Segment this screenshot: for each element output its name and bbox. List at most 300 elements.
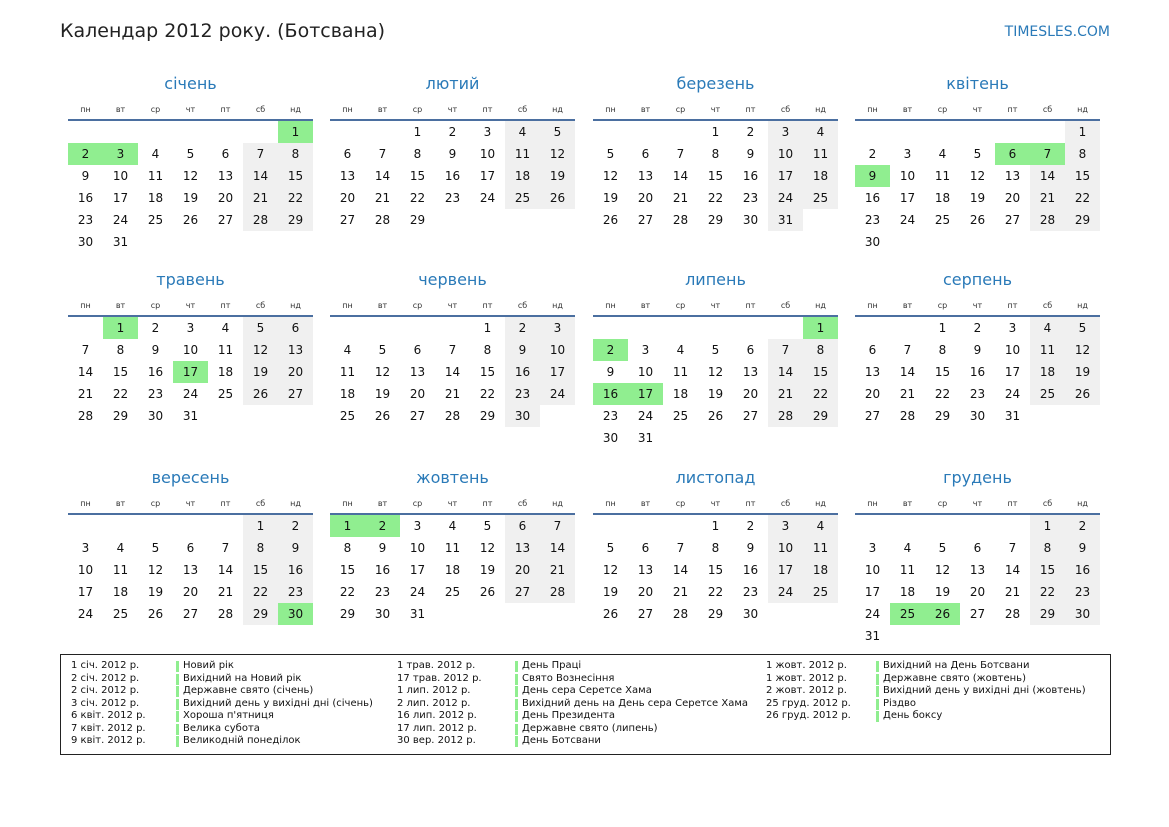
legend-date: 1 трав. 2012 р. — [397, 660, 476, 671]
month-rule — [68, 119, 313, 121]
weekday-label: пт — [745, 499, 756, 508]
day-cell: 29 — [803, 405, 838, 427]
day-cell: 29 — [243, 603, 278, 625]
weekday-label: пн — [80, 301, 91, 310]
day-cell: 19 — [707, 387, 724, 401]
day-cell: 1 — [803, 317, 838, 339]
day-cell: 4 — [803, 121, 838, 143]
weekday-label: нд — [1077, 105, 1088, 114]
day-cell: 12 — [934, 563, 951, 577]
legend-holiday-name: Вихідний на Новий рік — [176, 673, 373, 686]
day-cell: 13 — [217, 169, 234, 183]
day-cell: 20 — [969, 585, 986, 599]
day-cell: 13 — [969, 563, 986, 577]
day-cell: 29 — [278, 209, 313, 231]
day-cell: 1 — [413, 125, 422, 139]
day-cell: 30 — [742, 213, 759, 227]
legend-dates-col — [397, 660, 482, 748]
day-cell: 28 — [243, 209, 278, 231]
day-cell: 27 — [409, 409, 426, 423]
day-cell: 22 — [707, 191, 724, 205]
legend-date: 1 жовт. 2012 р. — [766, 672, 847, 684]
weekday-label: сб — [1042, 105, 1053, 114]
weekday-label: пн — [605, 499, 616, 508]
month-name: січень — [164, 74, 217, 93]
day-cell: 23 — [742, 585, 759, 599]
day-cell: 3 — [768, 121, 803, 143]
day-cell: 11 — [672, 365, 689, 379]
day-cell: 26 — [602, 607, 619, 621]
day-cell: 14 — [217, 563, 234, 577]
day-cell: 15 — [409, 169, 426, 183]
weekday-label: вт — [377, 105, 388, 114]
day-cell: 29 — [707, 213, 724, 227]
day-cell: 22 — [1065, 187, 1100, 209]
day-cell: 20 — [339, 191, 356, 205]
day-cell: 10 — [540, 339, 575, 361]
day-cell: 23 — [444, 191, 461, 205]
day-cell: 29 — [409, 213, 426, 227]
day-cell: 22 — [278, 187, 313, 209]
day-cell: 4 — [1030, 317, 1065, 339]
weekday-label: нд — [1077, 499, 1088, 508]
day-cell: 19 — [1065, 361, 1100, 383]
day-cell: 23 — [278, 581, 313, 603]
day-cell: 2 — [746, 125, 755, 139]
holiday-legend — [60, 654, 1111, 755]
day-cell: 21 — [444, 387, 461, 401]
day-cell: 1 — [278, 121, 313, 143]
legend-names-col — [876, 660, 1086, 723]
weekday-label: нд — [815, 301, 826, 310]
day-cell: 18 — [505, 165, 540, 187]
legend-date: 17 трав. 2012 р. — [397, 672, 482, 684]
weekday-label: чт — [972, 301, 983, 310]
day-cell: 22 — [479, 387, 496, 401]
day-cell: 17 — [77, 585, 94, 599]
day-cell: 21 — [768, 383, 803, 405]
day-cell: 23 — [1065, 581, 1100, 603]
day-cell: 3 — [1008, 321, 1017, 335]
day-cell: 6 — [343, 147, 352, 161]
day-cell: 20 — [742, 387, 759, 401]
legend-date: 1 лип. 2012 р. — [397, 685, 471, 696]
day-cell: 30 — [278, 603, 313, 625]
day-cell: 18 — [147, 191, 164, 205]
day-cell: 20 — [864, 387, 881, 401]
day-cell: 28 — [768, 405, 803, 427]
site-link[interactable]: TIMESLES.COM — [1004, 24, 1110, 40]
weekday-label: ср — [150, 301, 161, 310]
day-cell: 4 — [151, 147, 160, 161]
day-cell: 23 — [864, 213, 881, 227]
day-cell: 22 — [339, 585, 356, 599]
weekday-label: нд — [815, 105, 826, 114]
day-cell: 5 — [606, 147, 615, 161]
day-cell: 13 — [864, 365, 881, 379]
weekday-label: пт — [745, 301, 756, 310]
day-cell: 6 — [995, 143, 1030, 165]
day-cell: 18 — [803, 559, 838, 581]
legend-dates-col — [71, 660, 146, 748]
day-cell: 3 — [903, 147, 912, 161]
legend-date: 25 груд. 2012 р. — [766, 697, 851, 709]
day-cell: 30 — [602, 431, 619, 445]
day-cell: 6 — [413, 343, 422, 357]
weekday-label: чт — [710, 105, 721, 114]
day-cell: 18 — [672, 387, 689, 401]
day-cell: 1 — [711, 519, 720, 533]
day-cell: 6 — [973, 541, 982, 555]
day-cell: 11 — [444, 541, 461, 555]
weekday-label: вт — [640, 301, 651, 310]
day-cell: 24 — [112, 213, 129, 227]
legend-holiday-name: Вихідний день у вихідні дні (січень) — [176, 698, 373, 711]
day-cell: 21 — [899, 387, 916, 401]
day-cell: 12 — [147, 563, 164, 577]
weekday-label: вт — [377, 301, 388, 310]
weekday-label: сб — [1042, 301, 1053, 310]
month-rule — [855, 119, 1100, 121]
day-cell: 1 — [243, 515, 278, 537]
legend-date: 9 квіт. 2012 р. — [71, 735, 146, 746]
day-cell: 25 — [672, 409, 689, 423]
weekday-label: ср — [937, 499, 948, 508]
day-cell: 1 — [938, 321, 947, 335]
day-cell: 10 — [1004, 343, 1021, 357]
day-cell: 25 — [217, 387, 234, 401]
day-cell: 20 — [1004, 191, 1021, 205]
weekday-label: ср — [675, 301, 686, 310]
weekday-label: сб — [517, 499, 528, 508]
day-cell: 10 — [182, 343, 199, 357]
month-name: вересень — [151, 468, 230, 487]
day-cell: 2 — [746, 519, 755, 533]
day-cell: 28 — [77, 409, 94, 423]
day-cell: 8 — [803, 339, 838, 361]
day-cell: 16 — [742, 169, 759, 183]
day-cell: 26 — [243, 383, 278, 405]
day-cell: 14 — [768, 361, 803, 383]
day-cell: 19 — [182, 191, 199, 205]
day-cell: 9 — [378, 541, 387, 555]
day-cell: 5 — [151, 541, 160, 555]
day-cell: 2 — [68, 143, 103, 165]
day-cell: 12 — [374, 365, 391, 379]
day-cell: 26 — [147, 607, 164, 621]
day-cell: 19 — [479, 563, 496, 577]
weekday-label: ср — [675, 499, 686, 508]
day-cell: 1 — [711, 125, 720, 139]
day-cell: 26 — [969, 213, 986, 227]
day-cell: 4 — [116, 541, 125, 555]
day-cell: 7 — [676, 147, 685, 161]
day-cell: 18 — [803, 165, 838, 187]
day-cell: 8 — [711, 541, 720, 555]
day-cell: 18 — [112, 585, 129, 599]
day-cell: 27 — [637, 607, 654, 621]
day-cell: 26 — [479, 585, 496, 599]
legend-holiday-name: Вихідний день у вихідні дні (жовтень) — [876, 685, 1086, 698]
day-cell: 25 — [505, 187, 540, 209]
day-cell: 5 — [1065, 317, 1100, 339]
day-cell: 23 — [147, 387, 164, 401]
weekday-label: ср — [675, 105, 686, 114]
day-cell: 31 — [112, 235, 129, 249]
day-cell: 8 — [1030, 537, 1065, 559]
month-name: грудень — [943, 468, 1012, 487]
day-cell: 29 — [339, 607, 356, 621]
day-cell: 15 — [339, 563, 356, 577]
day-cell: 8 — [711, 147, 720, 161]
weekday-label: чт — [447, 301, 458, 310]
month-name: лютий — [425, 74, 480, 93]
day-cell: 27 — [505, 581, 540, 603]
weekday-label: ср — [937, 105, 948, 114]
day-cell: 7 — [676, 541, 685, 555]
day-cell: 15 — [803, 361, 838, 383]
day-cell: 5 — [540, 121, 575, 143]
legend-holiday-name: День Президента — [515, 710, 748, 723]
weekday-label: пн — [342, 301, 353, 310]
day-cell: 15 — [278, 165, 313, 187]
day-cell: 12 — [182, 169, 199, 183]
legend-date: 2 січ. 2012 р. — [71, 672, 140, 684]
day-cell: 7 — [1030, 143, 1065, 165]
day-cell: 13 — [339, 169, 356, 183]
day-cell: 1 — [483, 321, 492, 335]
day-cell: 15 — [243, 559, 278, 581]
weekday-label: сб — [780, 499, 791, 508]
day-cell: 30 — [147, 409, 164, 423]
weekday-label: пн — [605, 105, 616, 114]
day-cell: 10 — [637, 365, 654, 379]
weekday-label: чт — [710, 499, 721, 508]
day-cell: 24 — [637, 409, 654, 423]
day-cell: 3 — [413, 519, 422, 533]
day-cell: 7 — [221, 541, 230, 555]
month-name: листопад — [675, 468, 756, 487]
day-cell: 8 — [343, 541, 352, 555]
day-cell: 25 — [339, 409, 356, 423]
day-cell: 13 — [505, 537, 540, 559]
weekday-label: нд — [290, 105, 301, 114]
month-name: березень — [676, 74, 755, 93]
weekday-label: вт — [115, 105, 126, 114]
day-cell: 24 — [540, 383, 575, 405]
day-cell: 16 — [864, 191, 881, 205]
day-cell: 14 — [672, 169, 689, 183]
weekday-label: чт — [972, 499, 983, 508]
day-cell: 6 — [641, 541, 650, 555]
weekday-label: пт — [1007, 499, 1018, 508]
legend-holiday-name: Свято Вознесіння — [515, 673, 748, 686]
day-cell: 30 — [969, 409, 986, 423]
day-cell: 5 — [973, 147, 982, 161]
day-cell: 20 — [409, 387, 426, 401]
day-cell: 20 — [182, 585, 199, 599]
day-cell: 2 — [365, 515, 400, 537]
day-cell: 14 — [540, 537, 575, 559]
weekday-label: вт — [902, 301, 913, 310]
weekday-label: сб — [780, 105, 791, 114]
day-cell: 22 — [243, 581, 278, 603]
day-cell: 26 — [374, 409, 391, 423]
day-cell: 22 — [803, 383, 838, 405]
weekday-label: нд — [290, 499, 301, 508]
weekday-label: пт — [482, 105, 493, 114]
day-cell: 4 — [903, 541, 912, 555]
day-cell: 6 — [221, 147, 230, 161]
legend-holiday-name: День Ботсвани — [515, 735, 748, 748]
day-cell: 3 — [186, 321, 195, 335]
day-cell: 4 — [803, 515, 838, 537]
day-cell: 7 — [768, 339, 803, 361]
day-cell: 23 — [969, 387, 986, 401]
day-cell: 19 — [934, 585, 951, 599]
legend-date: 30 вер. 2012 р. — [397, 735, 476, 746]
day-cell: 24 — [768, 187, 803, 209]
weekday-label: сб — [255, 301, 266, 310]
legend-holiday-name: День сера Серетсе Хама — [515, 685, 748, 698]
day-cell: 7 — [243, 143, 278, 165]
day-cell: 14 — [374, 169, 391, 183]
day-cell: 28 — [444, 409, 461, 423]
day-cell: 31 — [409, 607, 426, 621]
day-cell: 15 — [1065, 165, 1100, 187]
day-cell: 2 — [1065, 515, 1100, 537]
day-cell: 31 — [1004, 409, 1021, 423]
day-cell: 23 — [742, 191, 759, 205]
day-cell: 9 — [151, 343, 160, 357]
day-cell: 28 — [1030, 209, 1065, 231]
day-cell: 11 — [147, 169, 164, 183]
legend-date: 2 січ. 2012 р. — [71, 685, 140, 696]
day-cell: 26 — [602, 213, 619, 227]
day-cell: 14 — [672, 563, 689, 577]
day-cell: 27 — [637, 213, 654, 227]
day-cell: 7 — [903, 343, 912, 357]
day-cell: 10 — [77, 563, 94, 577]
day-cell: 4 — [343, 343, 352, 357]
day-cell: 2 — [448, 125, 457, 139]
day-cell: 19 — [243, 361, 278, 383]
day-cell: 7 — [1008, 541, 1017, 555]
day-cell: 2 — [973, 321, 982, 335]
day-cell: 3 — [540, 317, 575, 339]
day-cell: 5 — [186, 147, 195, 161]
day-cell: 4 — [676, 343, 685, 357]
day-cell: 26 — [707, 409, 724, 423]
day-cell: 10 — [112, 169, 129, 183]
day-cell: 24 — [409, 585, 426, 599]
day-cell: 17 — [112, 191, 129, 205]
legend-holiday-name: Різдво — [876, 698, 1086, 711]
day-cell: 14 — [77, 365, 94, 379]
day-cell: 30 — [1065, 603, 1100, 625]
day-cell: 24 — [899, 213, 916, 227]
day-cell: 3 — [641, 343, 650, 357]
day-cell: 10 — [768, 143, 803, 165]
day-cell: 11 — [803, 143, 838, 165]
legend-holiday-name: Великодній понеділок — [176, 735, 373, 748]
day-cell: 18 — [217, 365, 234, 379]
day-cell: 13 — [637, 563, 654, 577]
weekday-label: чт — [185, 499, 196, 508]
day-cell: 26 — [925, 603, 960, 625]
day-cell: 17 — [899, 191, 916, 205]
legend-date: 17 лип. 2012 р. — [397, 722, 477, 734]
day-cell: 24 — [182, 387, 199, 401]
day-cell: 19 — [969, 191, 986, 205]
legend-date: 6 квіт. 2012 р. — [71, 710, 146, 721]
day-cell: 29 — [707, 607, 724, 621]
day-cell: 8 — [278, 143, 313, 165]
day-cell: 10 — [409, 541, 426, 555]
day-cell: 21 — [540, 559, 575, 581]
day-cell: 9 — [1065, 537, 1100, 559]
legend-holiday-name: Державне свято (жовтень) — [876, 673, 1086, 686]
day-cell: 9 — [606, 365, 615, 379]
day-cell: 18 — [444, 563, 461, 577]
weekday-label: пн — [867, 301, 878, 310]
day-cell: 20 — [637, 585, 654, 599]
weekday-label: ср — [412, 499, 423, 508]
day-cell: 4 — [448, 519, 457, 533]
weekday-label: ср — [937, 301, 948, 310]
day-cell: 29 — [479, 409, 496, 423]
weekday-label: чт — [185, 301, 196, 310]
day-cell: 13 — [278, 339, 313, 361]
day-cell: 15 — [707, 169, 724, 183]
day-cell: 31 — [864, 629, 881, 643]
weekday-label: пт — [220, 301, 231, 310]
day-cell: 16 — [1065, 559, 1100, 581]
day-cell: 27 — [278, 383, 313, 405]
weekday-label: пн — [80, 105, 91, 114]
day-cell: 2 — [278, 515, 313, 537]
day-cell: 8 — [1065, 143, 1100, 165]
day-cell: 24 — [1004, 387, 1021, 401]
day-cell: 5 — [243, 317, 278, 339]
day-cell: 17 — [768, 165, 803, 187]
day-cell: 6 — [868, 343, 877, 357]
day-cell: 29 — [1030, 603, 1065, 625]
day-cell: 13 — [637, 169, 654, 183]
day-cell: 2 — [593, 339, 628, 361]
weekday-label: пн — [342, 105, 353, 114]
legend-holiday-name: Вихідний день на День сера Серетсе Хама — [515, 698, 748, 711]
day-cell: 28 — [217, 607, 234, 621]
day-cell: 8 — [116, 343, 125, 357]
day-cell: 12 — [1065, 339, 1100, 361]
weekday-label: нд — [1077, 301, 1088, 310]
day-cell: 21 — [77, 387, 94, 401]
day-cell: 16 — [505, 361, 540, 383]
day-cell: 30 — [505, 405, 540, 427]
day-cell: 29 — [112, 409, 129, 423]
day-cell: 25 — [890, 603, 925, 625]
day-cell: 7 — [81, 343, 90, 357]
legend-date: 3 січ. 2012 р. — [71, 697, 140, 709]
weekday-label: пт — [220, 105, 231, 114]
day-cell: 8 — [938, 343, 947, 357]
legend-date: 26 груд. 2012 р. — [766, 710, 851, 721]
month-rule — [593, 315, 838, 317]
weekday-label: чт — [447, 499, 458, 508]
day-cell: 21 — [1004, 585, 1021, 599]
legend-holiday-name: Державне свято (липень) — [515, 723, 748, 736]
